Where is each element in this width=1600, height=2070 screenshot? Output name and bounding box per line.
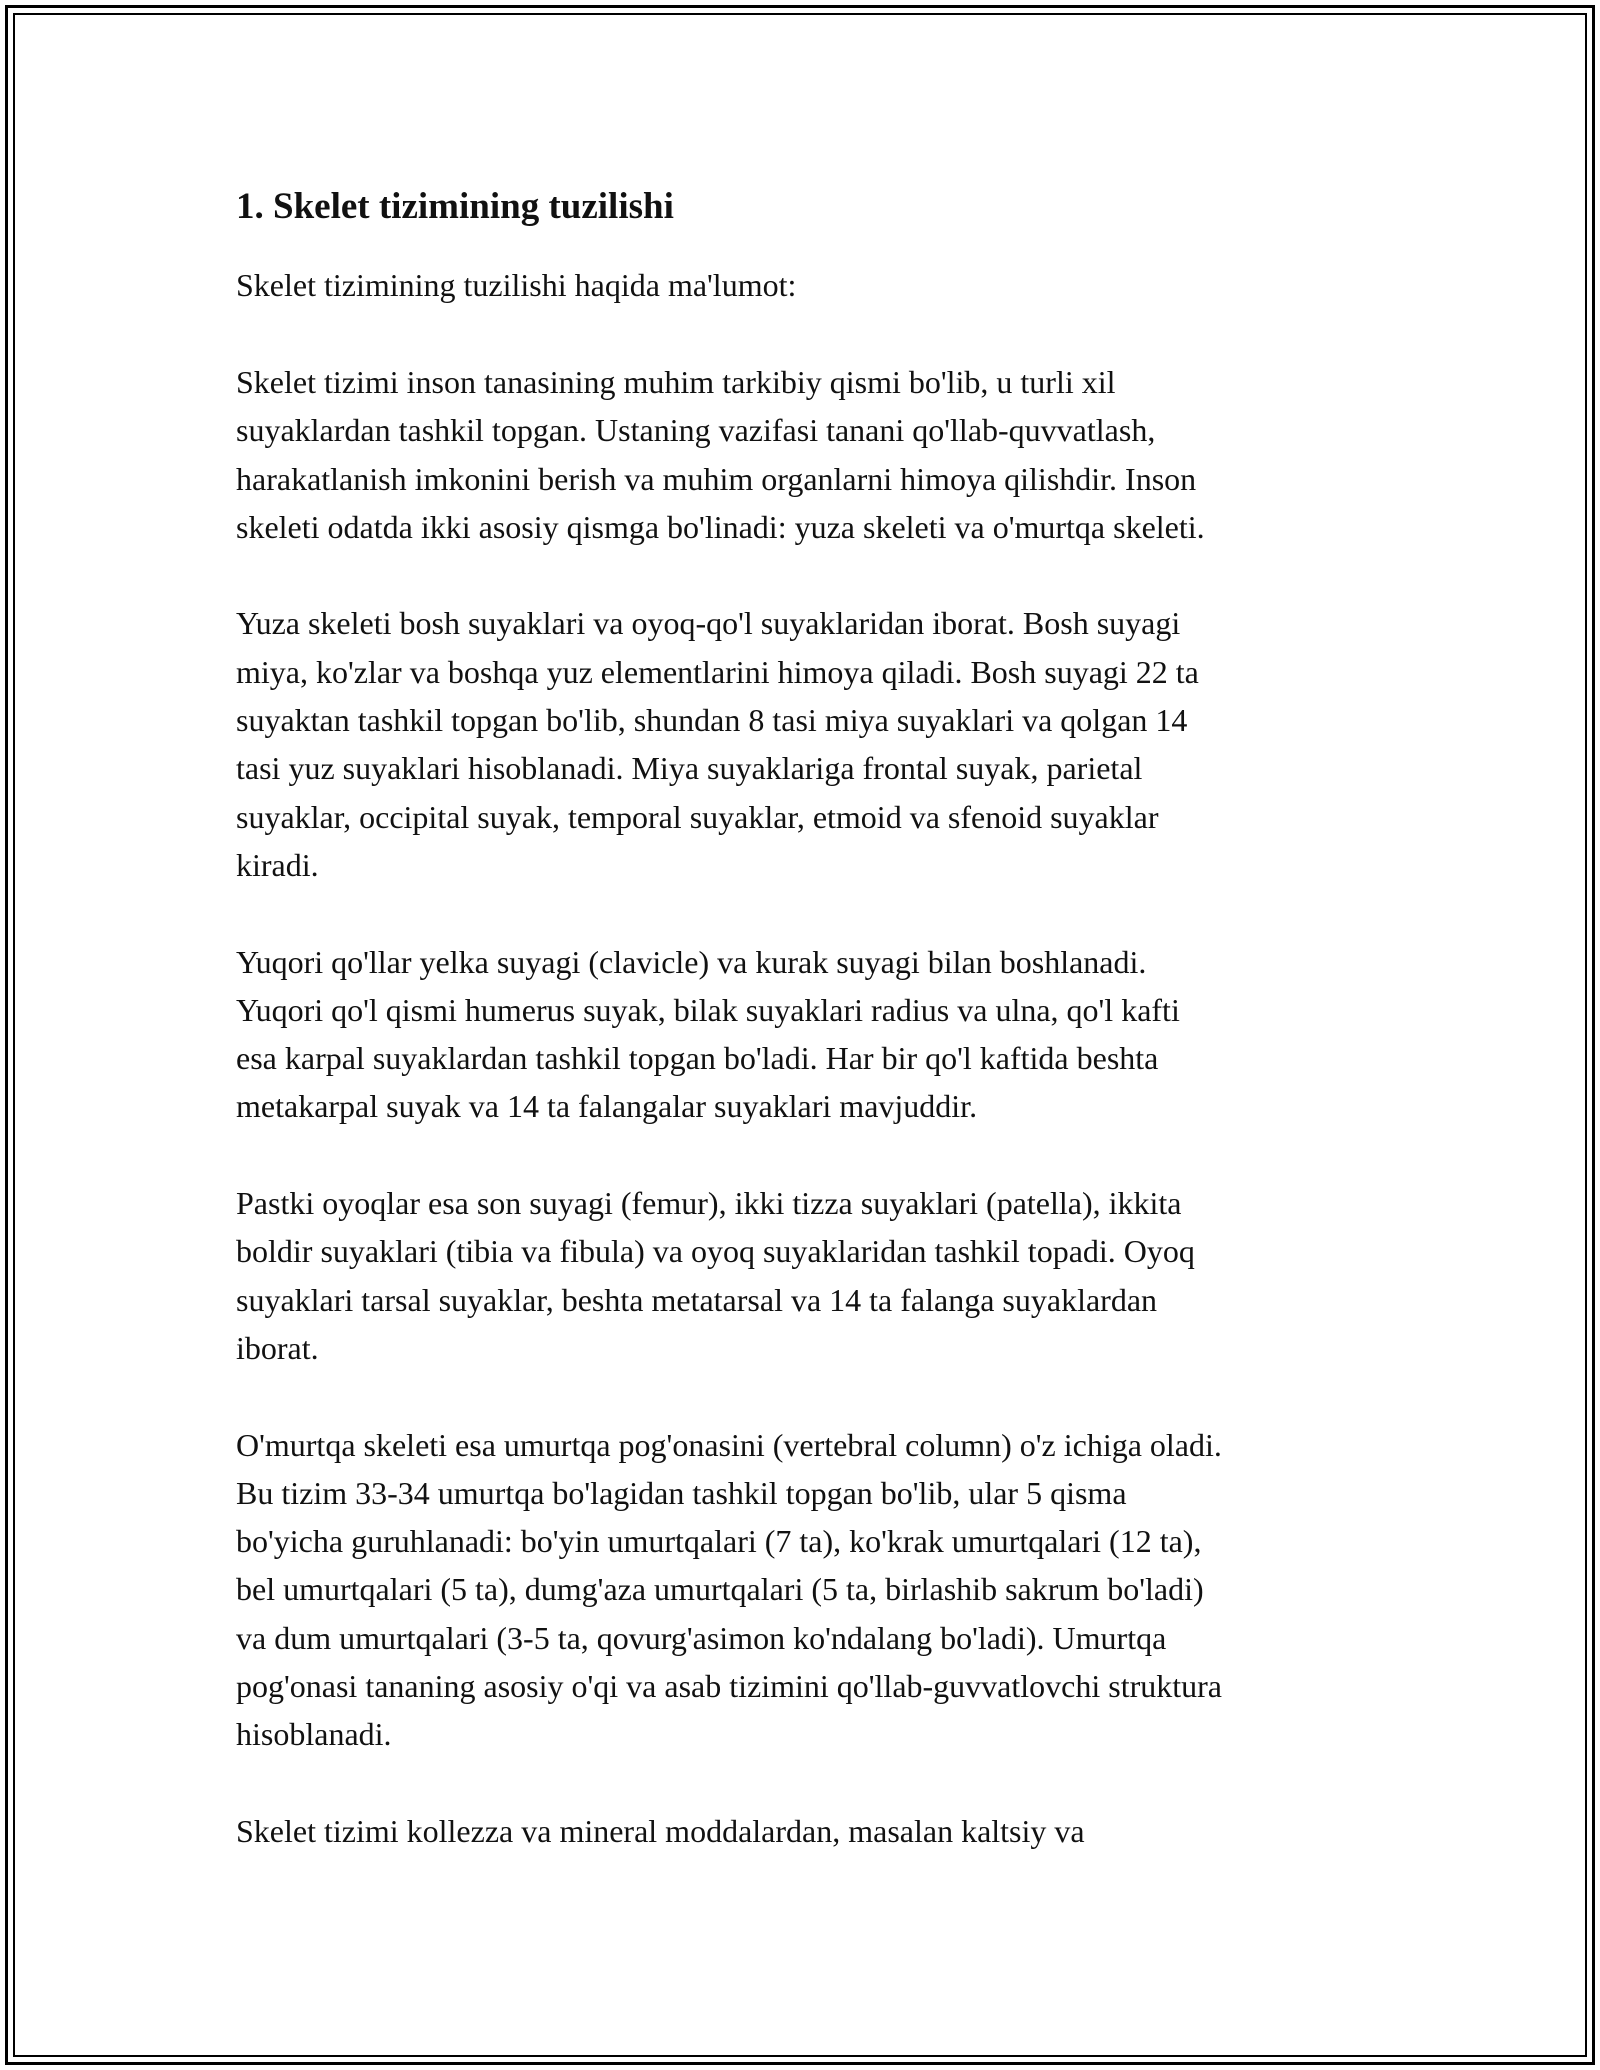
paragraph-upper-limbs: Yuqori qo'llar yelka suyagi (clavicle) va kurak suyagi bilan boshlanadi. Yuqori qo'l qismi humerus suyak, bilak suyaklari radius va ulna, qo'l kafti esa karpal suyaklardan tashkil topgan bo'ladi. Har bir qo'l kaftida beshta metakarpal suyak va 14 ta falangalar suyaklari mavjuddir. [236,943,1180,1125]
paragraph-skull: Yuza skeleti bosh suyaklari va oyoq-qo'l suyaklaridan iborat. Bosh suyagi miya, ko'zlar va boshqa yuz elementlarini himoya qiladi. Bosh suyagi 22 ta suyaktan tashkil topgan bo'lib, shundan 8 tasi miya suyaklari va qolgan 14 tasi yuz suyaklari hisoblanadi. Miya suyaklariga frontal suyak, parietal suyaklar, occipital suyak, temporal suyaklar, etmoid va sfenoid suyaklar kiradi. [236,605,1199,883]
paragraph-intro: Skelet tizimining tuzilishi haqida ma'lumot: [236,267,797,304]
paragraph-spine: O'murtqa skeleti esa umurtqa pog'onasini (vertebral column) o'z ichiga oladi. Bu tizim 33-34 umurtqa bo'lagidan tashkil topgan bo'lib, ular 5 qisma bo'yicha guruhlanadi: bo'yin umurtqalari (7 ta), ko'krak umurtqalari (12 ta), bel umurtqalari (5 ta), dumg'aza umurtqalari (5 ta, birlashib sakrum bo'ladi) va dum umurtqalari (3-5 ta, qovurg'asimon ko'ndalang bo'ladi). Umurtqa pog'onasi tananing asosiy o'qi va asab tizimini qo'llab-guvvatlovchi struktura hisoblanadi. [236,1426,1222,1753]
paragraph-overview: Skelet tizimi inson tanasining muhim tarkibiy qismi bo'lib, u turli xil suyaklardan tashkil topgan. Ustaning vazifasi tanani qo'llab-quvvatlash, harakatlanish imkonini berish va muhim organlarni himoya qilishdir. Inson skeleti odatda ikki asosiy qismga bo'linadi: yuza skeleti va o'murtqa skeleti. [236,363,1205,545]
paragraph-composition: Skelet tizimi kollezza va mineral moddalardan, masalan kaltsiy va [236,1812,1085,1849]
document-body [236,185,1366,1855]
paragraph-lower-limbs: Pastki oyoqlar esa son suyagi (femur), ikki tizza suyaklari (patella), ikkita boldir suyaklari (tibia va fibula) va oyoq suyaklaridan tashkil topadi. Oyoq suyaklari tarsal suyaklar, beshta metatarsal va 14 ta falanga suyaklardan iborat. [236,1185,1195,1366]
section-heading: 1. Skelet tizimining tuzilishi [236,186,674,227]
